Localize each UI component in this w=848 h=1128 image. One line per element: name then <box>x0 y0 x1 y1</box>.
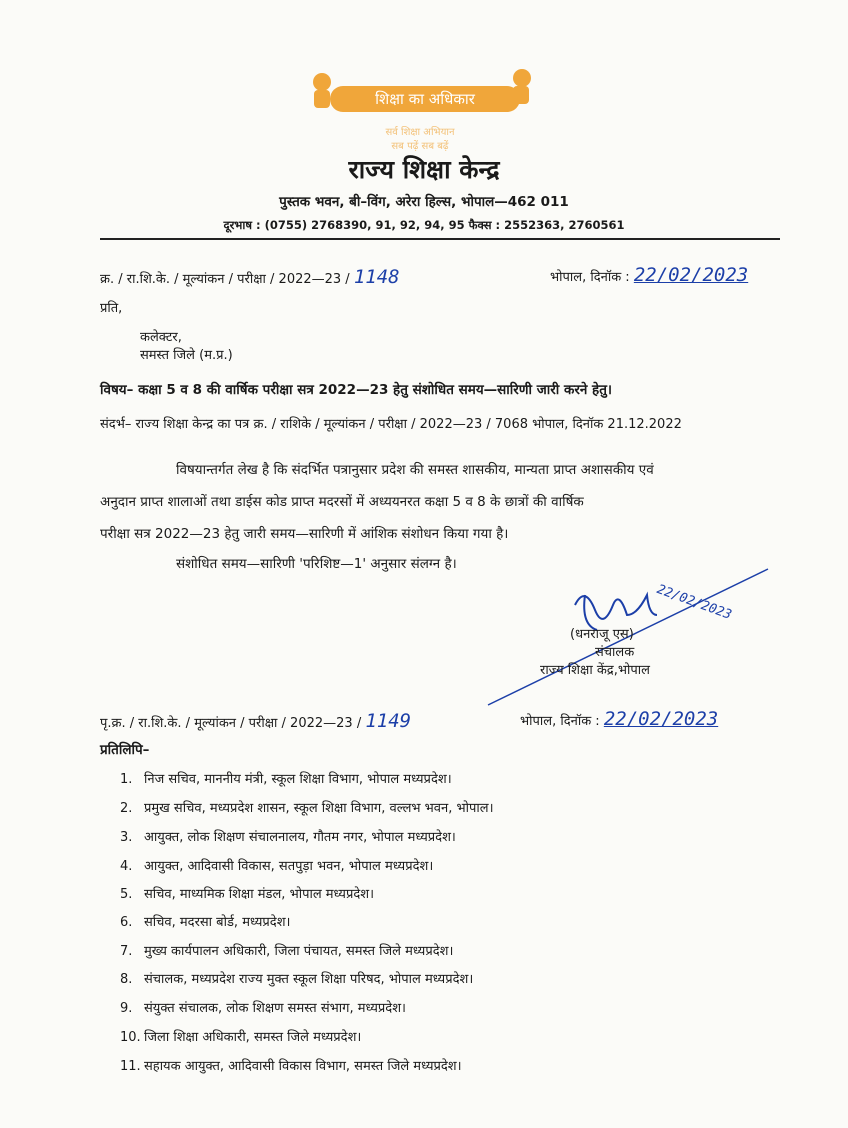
list-item-text: प्रमुख सचिव, मध्यप्रदेश शासन, स्कूल शिक्षा विभाग, वल्लभ भवन, भोपाल। <box>144 801 494 816</box>
list-item <box>120 969 473 987</box>
list-item <box>120 884 374 902</box>
logo-subtitle-2: सब पढ़ें सब बढ़ें <box>391 141 449 152</box>
list-item-number: 7. <box>120 944 133 959</box>
body-line-4: संशोधित समय—सारिणी 'परिशिष्ट—1' अनुसार संलग्न है। <box>176 556 457 572</box>
list-item-number: 6. <box>120 915 133 930</box>
date-value: 22/02/2023 <box>633 264 749 286</box>
subject: विषय– कक्षा 5 व 8 की वार्षिक परीक्षा सत्र 2022—23 हेतु संशोधित समय—सारिणी जारी करने हेतु। <box>100 382 613 398</box>
reference-prefix: क्र. / रा.शि.के. / मूल्यांकन / परीक्षा / 2022—23 / <box>100 272 350 287</box>
list-item-number: 1. <box>120 772 133 787</box>
list-item-text: आयुक्त, आदिवासी विकास, सतपुड़ा भवन, भोपाल मध्यप्रदेश। <box>144 859 434 874</box>
recipient-line-1: कलेक्टर, <box>140 330 182 345</box>
signatory-office: राज्य शिक्षा केंद्र,भोपाल <box>540 663 650 678</box>
copy-date-value: 22/02/2023 <box>603 708 719 730</box>
logo-banner <box>330 86 520 112</box>
list-item-number: 4. <box>120 859 133 874</box>
list-item-text: जिला शिक्षा अधिकारी, समस्त जिले मध्यप्रदेश। <box>144 1030 362 1045</box>
organization-address: पुस्तक भवन, बी–विंग, अरेरा हिल्स, भोपाल—462 011 <box>279 194 569 210</box>
letter-date <box>550 264 748 286</box>
reference-line: संदर्भ– राज्य शिक्षा केन्द्र का पत्र क्र. / राशिके / मूल्यांकन / परीक्षा / 2022—23 / 7068 भोपाल, दिनॉक 21.12.2022 <box>100 417 682 432</box>
copy-reference <box>100 710 411 732</box>
list-item-text: सहायक आयुक्त, आदिवासी विकास विभाग, समस्त जिले मध्यप्रदेश। <box>144 1059 462 1074</box>
body-line-2: अनुदान प्राप्त शालाओं तथा डाईस कोड प्राप्त मदरसों में अध्ययनरत कक्षा 5 व 8 के छात्रों की वार्षिक <box>100 494 584 510</box>
list-item-number: 2. <box>120 801 133 816</box>
list-item-text: मुख्य कार्यपालन अधिकारी, जिला पंचायत, समस्त जिले मध्यप्रदेश। <box>144 944 454 959</box>
list-item-number: 9. <box>120 1001 133 1016</box>
organization-title: राज्य शिक्षा केन्द्र <box>348 155 500 184</box>
list-item <box>120 1056 462 1074</box>
list-item-text: आयुक्त, लोक शिक्षण संचालनालय, गौतम नगर, भोपाल मध्यप्रदेश। <box>144 830 456 845</box>
list-item <box>120 827 456 845</box>
recipient-line-2: समस्त जिले (म.प्र.) <box>140 348 233 363</box>
list-item <box>120 912 290 930</box>
reference-number: 1148 <box>353 266 400 288</box>
list-item-number: 3. <box>120 830 133 845</box>
list-item-text: सचिव, मदरसा बोर्ड, मध्यप्रदेश। <box>144 915 291 930</box>
copy-reference-prefix: पृ.क्र. / रा.शि.के. / मूल्यांकन / परीक्षा / 2022—23 / <box>100 716 362 731</box>
list-item-number: 8. <box>120 972 133 987</box>
logo-text: शिक्षा का अधिकार <box>375 90 475 108</box>
signatory-designation: संचालक <box>595 645 635 660</box>
list-item-number: 5. <box>120 887 133 902</box>
logo-subtitle-1: सर्व शिक्षा अभियान <box>385 127 455 138</box>
copy-date <box>520 708 718 730</box>
copy-heading: प्रतिलिपि– <box>100 742 150 758</box>
body-line-1: विषयान्तर्गत लेख है कि संदर्भित पत्रानुसार प्रदेश की समस्त शासकीय, मान्यता प्राप्त अशासकीय एवं <box>176 462 654 478</box>
body-line-3: परीक्षा सत्र 2022—23 हेतु जारी समय—सारिणी में आंशिक संशोधन किया गया है। <box>100 526 509 542</box>
date-label: भोपाल, दिनॉक : <box>550 270 630 285</box>
signatory-name: (धनराजू एस) <box>570 627 634 642</box>
list-item-text: सचिव, माध्यमिक शिक्षा मंडल, भोपाल मध्यप्रदेश। <box>144 887 375 902</box>
list-item-text: संयुक्त संचालक, लोक शिक्षण समस्त संभाग, मध्यप्रदेश। <box>144 1001 406 1016</box>
list-item-text: निज सचिव, माननीय मंत्री, स्कूल शिक्षा विभाग, भोपाल मध्यप्रदेश। <box>144 772 452 787</box>
list-item-number: 10. <box>120 1030 141 1045</box>
list-item-text: संचालक, मध्यप्रदेश राज्य मुक्त स्कूल शिक्षा परिषद, भोपाल मध्यप्रदेश। <box>144 972 474 987</box>
organization-phone: दूरभाष : (0755) 2768390, 91, 92, 94, 95 फैक्स : 2552363, 2760561 <box>223 218 625 232</box>
signature-date: 22/02/2023 <box>654 582 734 623</box>
list-item <box>120 798 494 816</box>
list-item <box>120 1027 361 1045</box>
list-item <box>120 941 453 959</box>
list-item <box>120 998 406 1016</box>
list-item <box>120 769 452 787</box>
letter-reference <box>100 266 400 288</box>
list-item-number: 11. <box>120 1059 141 1074</box>
list-item <box>120 856 433 874</box>
copy-reference-number: 1149 <box>365 710 412 732</box>
to-label: प्रति, <box>100 301 123 316</box>
copy-date-label: भोपाल, दिनॉक : <box>520 714 600 729</box>
header-divider <box>100 238 780 240</box>
logo <box>300 60 540 160</box>
